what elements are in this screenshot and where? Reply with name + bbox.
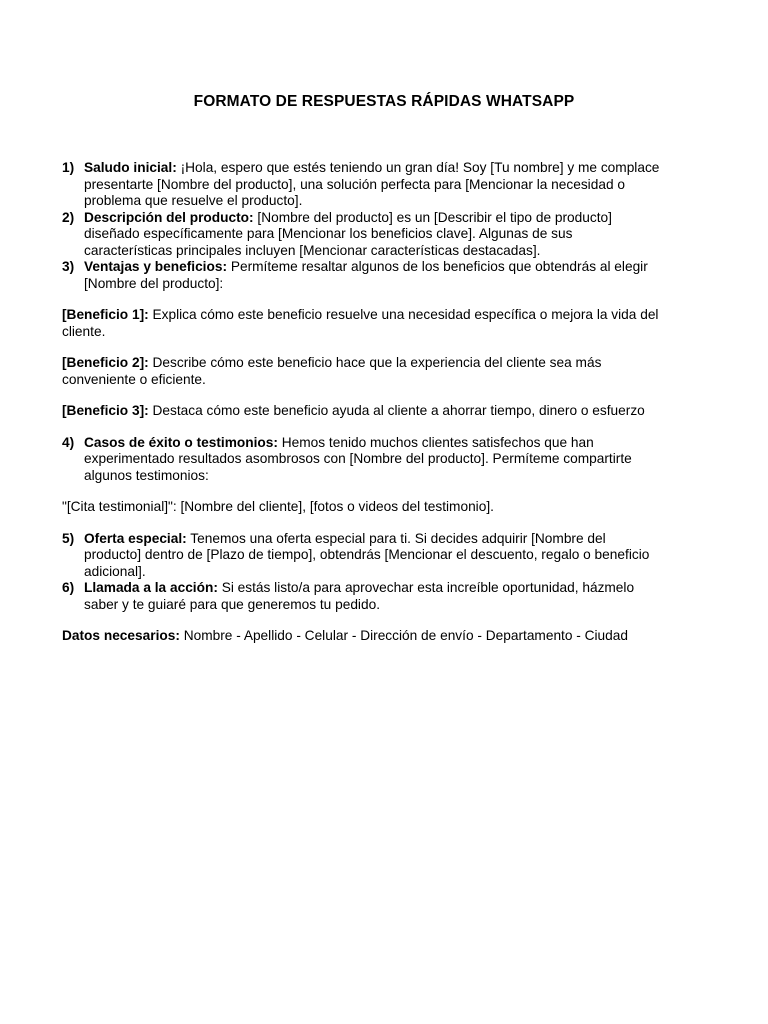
item-text: Si estás listo/a para aprovechar esta increíble oportunidad, házmelo saber y te guiaré para que generemos tu pedido. (84, 580, 635, 612)
item-text: [Nombre del producto] es un [Describir el tipo de producto] diseñado específicamente para [Mencionar los beneficios clave]. Algunas de sus características principales incluyen [Mencionar características destacadas]. (84, 209, 612, 258)
item-number: 3) (62, 259, 75, 274)
item-label: Llamada a la acción: (84, 580, 218, 595)
item-text: Tenemos una oferta especial para ti. Si decides adquirir [Nombre del producto] dentro de [Plazo de tiempo], obtendrás [Mencionar el descuento, regalo o beneficio adicional]. (84, 530, 650, 579)
list-item-benefits (62, 259, 662, 292)
list-item-call-to-action (62, 580, 662, 613)
item-number: 1) (62, 160, 75, 175)
item-text: Permíteme resaltar algunos de los beneficios que obtendrás al elegir [Nombre del producto]: (84, 259, 648, 291)
item-number: 5) (62, 530, 75, 546)
benefit-paragraph-3 (62, 403, 662, 420)
item-number: 2) (62, 209, 75, 225)
item-label: Oferta especial: (84, 530, 187, 546)
item-label: Ventajas y beneficios: (84, 259, 228, 274)
list-item-product-description (62, 210, 662, 260)
benefit-text: Explica cómo este beneficio resuelve una necesidad específica o mejora la vida del cliente. (62, 307, 659, 339)
benefit-text: Destaca cómo este beneficio ayuda al cliente a ahorrar tiempo, dinero o esfuerzo (148, 403, 645, 418)
item-number: 6) (62, 580, 75, 595)
document-title: FORMATO DE RESPUESTAS RÁPIDAS WHATSAPP (193, 93, 575, 110)
item-label: Descripción del producto: (84, 209, 254, 225)
testimonial-paragraph: "[Cita testimonial]": [Nombre del cliente], [fotos o videos del testimonio]. (62, 499, 494, 514)
item-text: Hemos tenido muchos clientes satisfechos que han experimentado resultados asombrosos con [Nombre del producto]. Permíteme compartirte algunos testimonios: (84, 434, 632, 483)
benefit-text: Describe cómo este beneficio hace que la experiencia del cliente sea más conveniente o eficiente. (62, 355, 602, 387)
benefit-paragraph-1 (62, 307, 662, 340)
item-text: ¡Hola, espero que estés teniendo un gran día! Soy [Tu nombre] y me complace presentarte [Nombre del producto], una solución perfecta para [Mencionar la necesidad o problema que resuelve el producto]. (84, 160, 660, 208)
list-item-greeting (62, 160, 662, 210)
benefit-paragraph-2 (62, 355, 662, 388)
required-data-paragraph (62, 628, 662, 645)
list-item-special-offer (62, 531, 662, 581)
item-label: Saludo inicial: (84, 160, 177, 175)
benefit-label: [Beneficio 2]: (62, 355, 149, 370)
required-data-label: Datos necesarios: (62, 628, 180, 643)
item-number: 4) (62, 434, 75, 450)
benefit-label: [Beneficio 1]: (62, 307, 149, 322)
benefit-label: [Beneficio 3]: (62, 403, 149, 418)
list-item-testimonials (62, 435, 662, 485)
document-body (62, 160, 662, 645)
required-data-text: Nombre - Apellido - Celular - Dirección de envío - Departamento - Ciudad (179, 628, 629, 643)
item-label: Casos de éxito o testimonios: (84, 434, 278, 450)
